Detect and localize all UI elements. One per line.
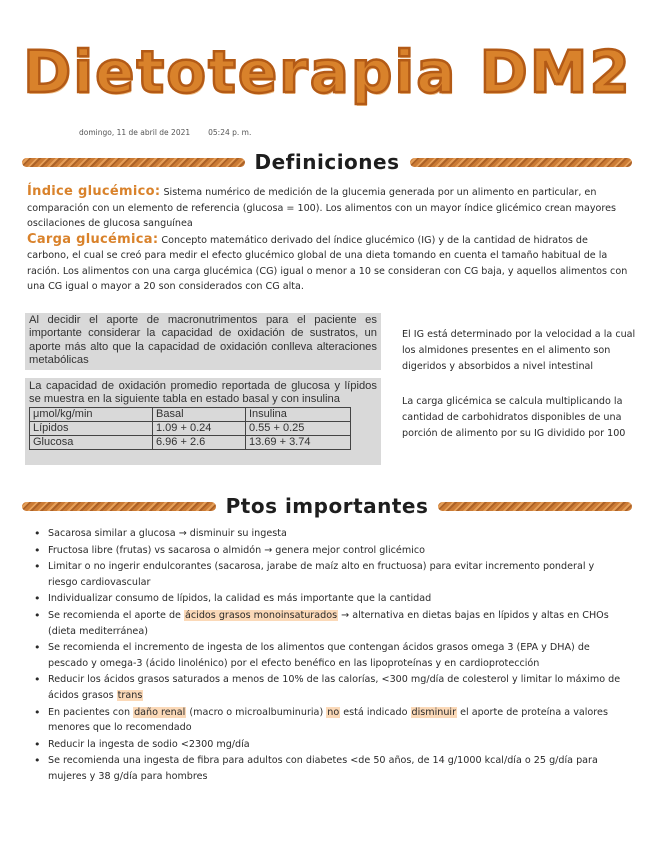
list-item-text: → alternativa en dietas bajas en lípidos y altas en CHOs (dieta mediterránea) xyxy=(48,609,609,637)
side-note-glycemic-load: La carga glicémica se calcula multiplicando la cantidad de carbohidratos disponibles de una porción de alimento por su IG dividido por 100 xyxy=(402,396,626,439)
highlighted-text: no xyxy=(327,706,340,718)
brush-stroke-left xyxy=(22,158,245,167)
table-header-cell: Basal xyxy=(153,407,246,421)
definitions xyxy=(27,184,632,295)
highlighted-text: ácidos grasos monoinsaturados xyxy=(185,609,338,621)
note-date: domingo, 11 de abril de 2021 xyxy=(79,128,191,137)
list-item-text: Se recomienda una ingesta de fibra para adultos con diabetes <de 50 años, de 14 g/1000 kcal/día o 25 g/día para mujeres y 38 g/día para hombres xyxy=(48,755,598,782)
table-cell: 13.69 + 3.74 xyxy=(246,435,351,449)
list-item xyxy=(26,608,626,639)
table-row xyxy=(30,421,351,435)
list-item-text: Reducir los ácidos grasos saturados a menos de 10% de las calorías, <300 mg/día de colesterol y limitar lo máximo de ácidos grasos xyxy=(48,674,621,701)
section-title-definitions: Definiciones xyxy=(254,150,400,174)
table-cell: 1.09 + 0.24 xyxy=(153,421,246,435)
list-item xyxy=(26,526,626,542)
oxidation-info-box xyxy=(25,313,381,465)
table-cell: Glucosa xyxy=(30,435,153,449)
list-item-text: está indicado xyxy=(340,706,411,718)
list-item-text: Fructosa libre (frutas) vs sacarosa o almidón → genera mejor control glicémico xyxy=(48,544,425,556)
highlighted-text: trans xyxy=(117,689,143,701)
highlighted-text: disminuir xyxy=(411,706,457,718)
list-item xyxy=(26,640,626,671)
list-item xyxy=(26,559,626,590)
list-item-text: (macro o microalbuminuria) xyxy=(186,706,327,718)
section-title-important: Ptos importantes xyxy=(225,494,429,518)
table-header-cell: μmol/kg/min xyxy=(30,407,153,421)
side-note-ig: El IG está determinado por la velocidad a la cual los almidones presentes en el alimento son digeridos y absorbidos a nivel intestinal xyxy=(402,329,636,372)
brush-stroke-left xyxy=(22,502,216,511)
list-item-text: el aporte de proteína a valores menores que lo recomendado xyxy=(48,706,608,734)
list-item xyxy=(26,705,626,736)
table-row xyxy=(30,435,351,449)
oxidation-table xyxy=(29,407,351,450)
date-line xyxy=(79,128,251,137)
table-header-cell: Insulina xyxy=(246,407,351,421)
brush-stroke-right xyxy=(438,502,632,511)
table-header-row xyxy=(30,407,351,421)
oxidation-paragraph-1: Al decidir el aporte de macronutrimentos para el paciente es importante considerar la capacidad de oxidación de sustratos, un aporte más alto que la capacidad de oxidación conlleva alteraciones metabólicas xyxy=(29,314,377,366)
list-item-text: Reducir la ingesta de sodio <2300 mg/día xyxy=(48,738,250,750)
table-cell: 0.55 + 0.25 xyxy=(246,421,351,435)
definition-text: Concepto matemático derivado del índice glucémico (IG) y de la cantidad de hidratos de carbono, el cual se creó para medir el efecto glucémico global de una dieta tomando en cuenta el tamaño habitual de la ración. Los alimentos con una carga glucémica (CG) igual o menor a 10 se consideran con CG baja, y aquellos alimentos con una CG igual o mayor a 20 son considerados con CG alta. xyxy=(27,234,628,292)
list-item xyxy=(26,753,626,784)
list-item xyxy=(26,672,626,703)
important-points-list xyxy=(26,526,626,786)
section-header-important xyxy=(22,496,632,516)
section-header-definitions xyxy=(22,152,632,172)
list-item xyxy=(26,737,626,753)
list-item-text: Sacarosa similar a glucosa → disminuir su ingesta xyxy=(48,528,287,539)
list-item-text: Se recomienda el incremento de ingesta de los alimentos que contengan ácidos grasos omega 3 (EPA y DHA) de pescado y omega-3 (ácido linolénico) por el efecto benéfico en las lipoproteínas y en cardioprotección xyxy=(48,642,590,669)
list-item-text: Se recomienda el aporte de xyxy=(48,609,184,621)
highlighted-text: daño renal xyxy=(134,706,186,718)
list-item-text: Individualizar consumo de lípidos, la calidad es más importante que la cantidad xyxy=(48,593,432,605)
list-item xyxy=(26,543,626,559)
definition-term: Índice glucémico: xyxy=(27,184,161,199)
definition-text: Sistema numérico de medición de la glucemia generada por un alimento en particular, en comparación con un elemento de referencia (glucosa = 100). Los alimentos con un mayor índice glicémico crean mayores oscilaciones de glucosa sanguínea xyxy=(27,187,617,229)
oxidation-paragraph-2: La capacidad de oxidación promedio reportada de glucosa y lípidos se muestra en la siguiente tabla en estado basal y con insulina xyxy=(29,380,377,406)
note-time: 05:24 p. m. xyxy=(208,128,252,137)
list-item-text: Limitar o no ingerir endulcorantes (sacarosa, jarabe de maíz alto en fructuosa) para evitar incremento ponderal y riesgo cardiovascular xyxy=(48,561,595,588)
definition-glycemic-load xyxy=(27,232,632,295)
box-separator xyxy=(25,370,381,378)
page-title: Dietoterapia DM2 xyxy=(23,38,632,106)
definition-term: Carga glucémica: xyxy=(27,231,159,247)
list-item-text: En pacientes con xyxy=(48,706,134,718)
definition-glycemic-index xyxy=(27,184,632,232)
list-item xyxy=(26,591,626,607)
brush-stroke-right xyxy=(410,158,633,167)
table-cell: Lípidos xyxy=(30,421,153,435)
table-cell: 6.96 + 2.6 xyxy=(153,435,246,449)
